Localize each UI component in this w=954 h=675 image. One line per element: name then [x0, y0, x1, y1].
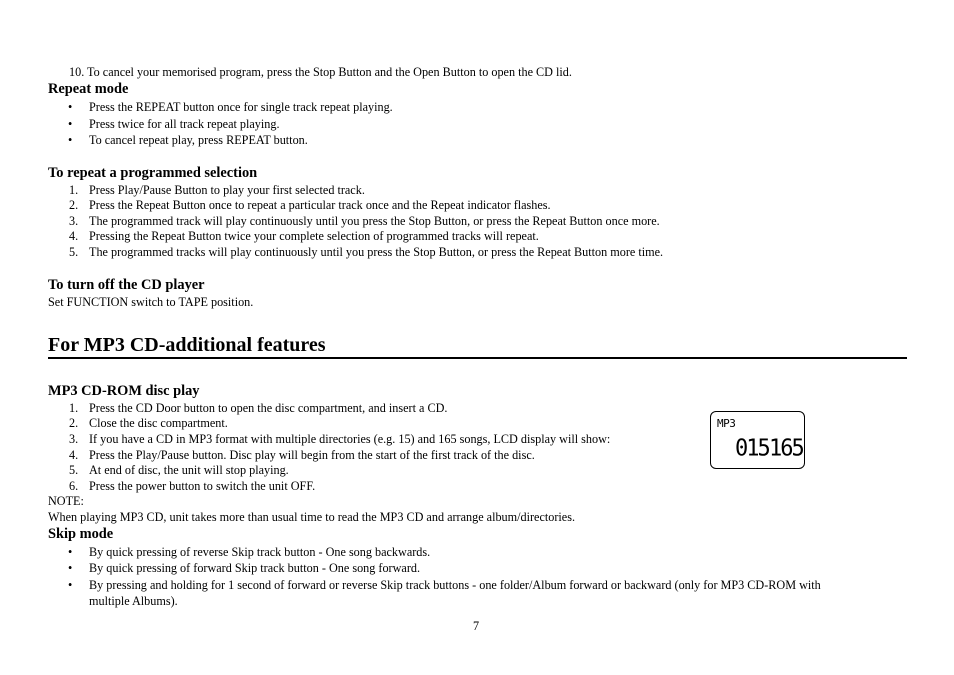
lcd-mode-indicator: MP3	[717, 417, 736, 430]
note-text: When playing MP3 CD, unit takes more than usual time to read the MP3 CD and arrange album/directories.	[48, 510, 575, 524]
intro-step: 10. To cancel your memorised program, press the Stop Button and the Open Button to open the CD lid.	[69, 65, 572, 79]
bullet-icon: •	[68, 100, 73, 114]
turn-off-heading: To turn off the CD player	[48, 277, 205, 293]
step-number: 2.	[69, 198, 79, 212]
step-number: 5.	[69, 245, 79, 259]
mp3-play-heading: MP3 CD-ROM disc play	[48, 383, 200, 399]
list-item: By quick pressing of reverse Skip track button - One song backwards.	[89, 545, 431, 559]
bullet-icon: •	[68, 117, 73, 131]
list-item: Press twice for all track repeat playing.	[89, 117, 280, 131]
step-number: 6.	[69, 479, 79, 493]
step-number: 4.	[69, 448, 79, 462]
list-item: If you have a CD in MP3 format with multiple directories (e.g. 15) and 165 songs, LCD display will show:	[89, 432, 611, 446]
skip-mode-heading: Skip mode	[48, 526, 114, 542]
lcd-song-count: 165	[769, 435, 803, 462]
list-item: Press the power button to switch the unit OFF.	[89, 479, 316, 493]
step-number: 4.	[69, 229, 79, 243]
section-divider	[48, 357, 907, 359]
repeat-mode-heading: Repeat mode	[48, 81, 129, 97]
list-item: Press the REPEAT button once for single track repeat playing.	[89, 100, 393, 114]
list-item: Press the CD Door button to open the disc compartment, and insert a CD.	[89, 401, 448, 415]
note-label: NOTE:	[48, 494, 84, 508]
list-item: Pressing the Repeat Button twice your complete selection of programmed tracks will repeat.	[89, 229, 539, 243]
step-number: 1.	[69, 183, 79, 197]
bullet-icon: •	[68, 133, 73, 147]
step-number: 2.	[69, 416, 79, 430]
section-title: For MP3 CD-additional features	[48, 334, 326, 356]
step-number: 1.	[69, 401, 79, 415]
step-number: 3.	[69, 432, 79, 446]
list-item: Close the disc compartment.	[89, 416, 228, 430]
step-number: 5.	[69, 463, 79, 477]
list-item: At end of disc, the unit will stop playing.	[89, 463, 289, 477]
step-number: 3.	[69, 214, 79, 228]
repeat-programmed-heading: To repeat a programmed selection	[48, 165, 258, 181]
bullet-icon: •	[68, 561, 73, 575]
list-item: By quick pressing of forward Skip track button - One song forward.	[89, 561, 421, 575]
list-item: Press Play/Pause Button to play your first selected track.	[89, 183, 365, 197]
list-item: Press the Repeat Button once to repeat a particular track once and the Repeat indicator flashes.	[89, 198, 551, 212]
lcd-display	[710, 411, 805, 469]
lcd-directory-count: 015	[735, 435, 769, 462]
list-item: The programmed tracks will play continuously until you press the Stop Button, or press the Repeat Button more time.	[89, 245, 664, 259]
list-item: Press the Play/Pause button. Disc play will begin from the start of the first track of the disc.	[89, 448, 535, 462]
list-item: By pressing and holding for 1 second of forward or reverse Skip track buttons - one folder/Album forward or backward (only for MP3 CD-ROM with	[89, 578, 821, 592]
list-item: The programmed track will play continuously until you press the Stop Button, or press the Repeat Button once more.	[89, 214, 660, 228]
bullet-icon: •	[68, 545, 73, 559]
page-number: 7	[473, 619, 480, 633]
list-item: To cancel repeat play, press REPEAT button.	[89, 133, 308, 147]
turn-off-text: Set FUNCTION switch to TAPE position.	[48, 295, 254, 309]
bullet-icon: •	[68, 578, 73, 592]
list-item-continuation: multiple Albums).	[89, 594, 178, 608]
